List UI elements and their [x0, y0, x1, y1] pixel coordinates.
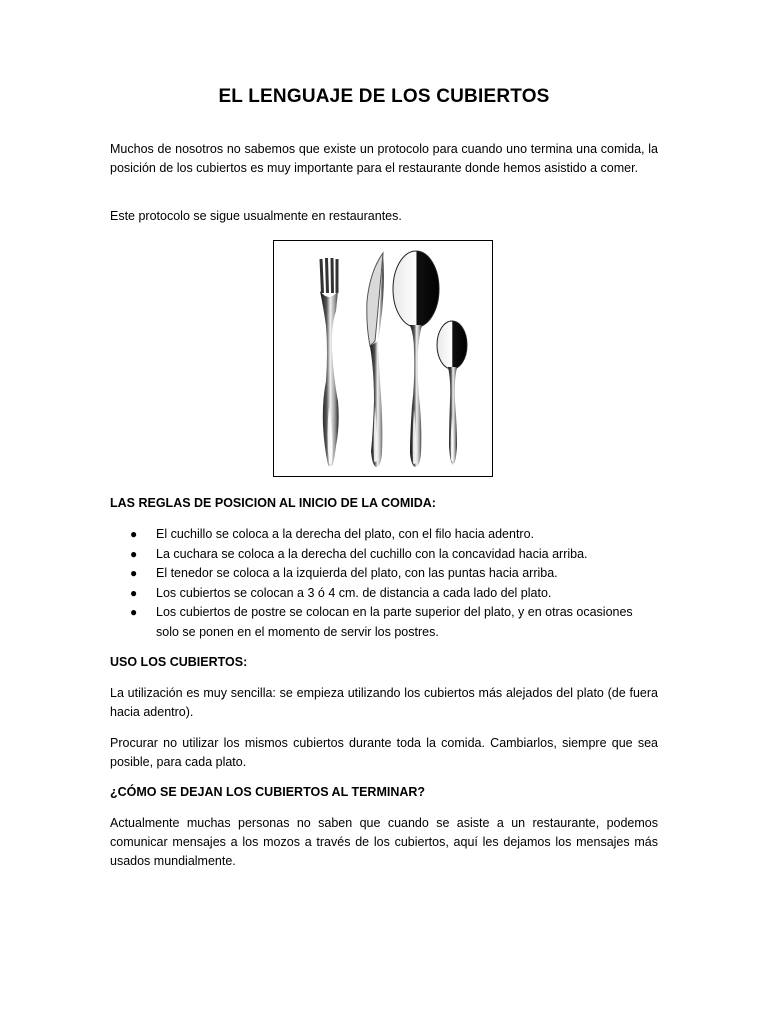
rule-text: Los cubiertos de postre se colocan en la parte superior del plato, y en otras ocasiones solo se ponen en el momento de servir los postres.: [156, 605, 633, 639]
page-title: EL LENGUAJE DE LOS CUBIERTOS: [218, 86, 550, 107]
cutlery-figure: [273, 240, 493, 477]
cutlery-illustration: [274, 241, 492, 476]
rules-list: [110, 525, 658, 642]
rule-text: Los cubiertos se colocan a 3 ó 4 cm. de distancia a cada lado del plato.: [156, 585, 552, 600]
intro-paragraph: Muchos de nosotros no sabemos que existe un protocolo para cuando uno termina una comida, la posición de los cubiertos es muy importante para el restaurante donde hemos asistido a comer.: [110, 142, 658, 175]
bullet-icon: ●: [130, 566, 138, 580]
rule-text: El cuchillo se coloca a la derecha del plato, con el filo hacia adentro.: [156, 527, 535, 541]
knife-icon: [367, 253, 384, 467]
list-item: [110, 603, 658, 642]
use-paragraph-2: Procurar no utilizar los mismos cubiertos durante toda la comida. Cambiarlos, siempre que sea posible, para cada plato.: [110, 736, 658, 769]
list-item: [110, 525, 658, 545]
rules-heading: LAS REGLAS DE POSICION AL INICIO DE LA COMIDA:: [110, 496, 436, 510]
end-paragraph: Actualmente muchas personas no saben que cuando se asiste a un restaurante, podemos comunicar mensajes a los mozos a través de los cubiertos, aquí les dejamos los mensajes más usados mundialmente.: [110, 816, 658, 868]
spoon-icon: [393, 251, 439, 467]
end-heading: ¿CÓMO SE DEJAN LOS CUBIERTOS AL TERMINAR?: [110, 785, 426, 799]
fork-icon: [320, 258, 339, 466]
bullet-icon: ●: [130, 546, 138, 561]
rule-text: La cuchara se coloca a la derecha del cuchillo con la concavidad hacia arriba.: [156, 546, 588, 561]
use-heading: USO LOS CUBIERTOS:: [110, 655, 248, 669]
bullet-icon: ●: [130, 605, 138, 619]
list-item: [110, 545, 658, 565]
list-item: [110, 564, 658, 584]
protocol-note: Este protocolo se sigue usualmente en restaurantes.: [110, 209, 402, 223]
bullet-icon: ●: [130, 527, 138, 541]
rule-text: El tenedor se coloca a la izquierda del plato, con las puntas hacia arriba.: [156, 566, 558, 580]
bullet-icon: ●: [130, 585, 138, 600]
small-spoon-icon: [437, 321, 467, 465]
use-paragraph-1: La utilización es muy sencilla: se empieza utilizando los cubiertos más alejados del plato (de fuera hacia adentro).: [110, 686, 658, 719]
list-item: [110, 584, 658, 604]
